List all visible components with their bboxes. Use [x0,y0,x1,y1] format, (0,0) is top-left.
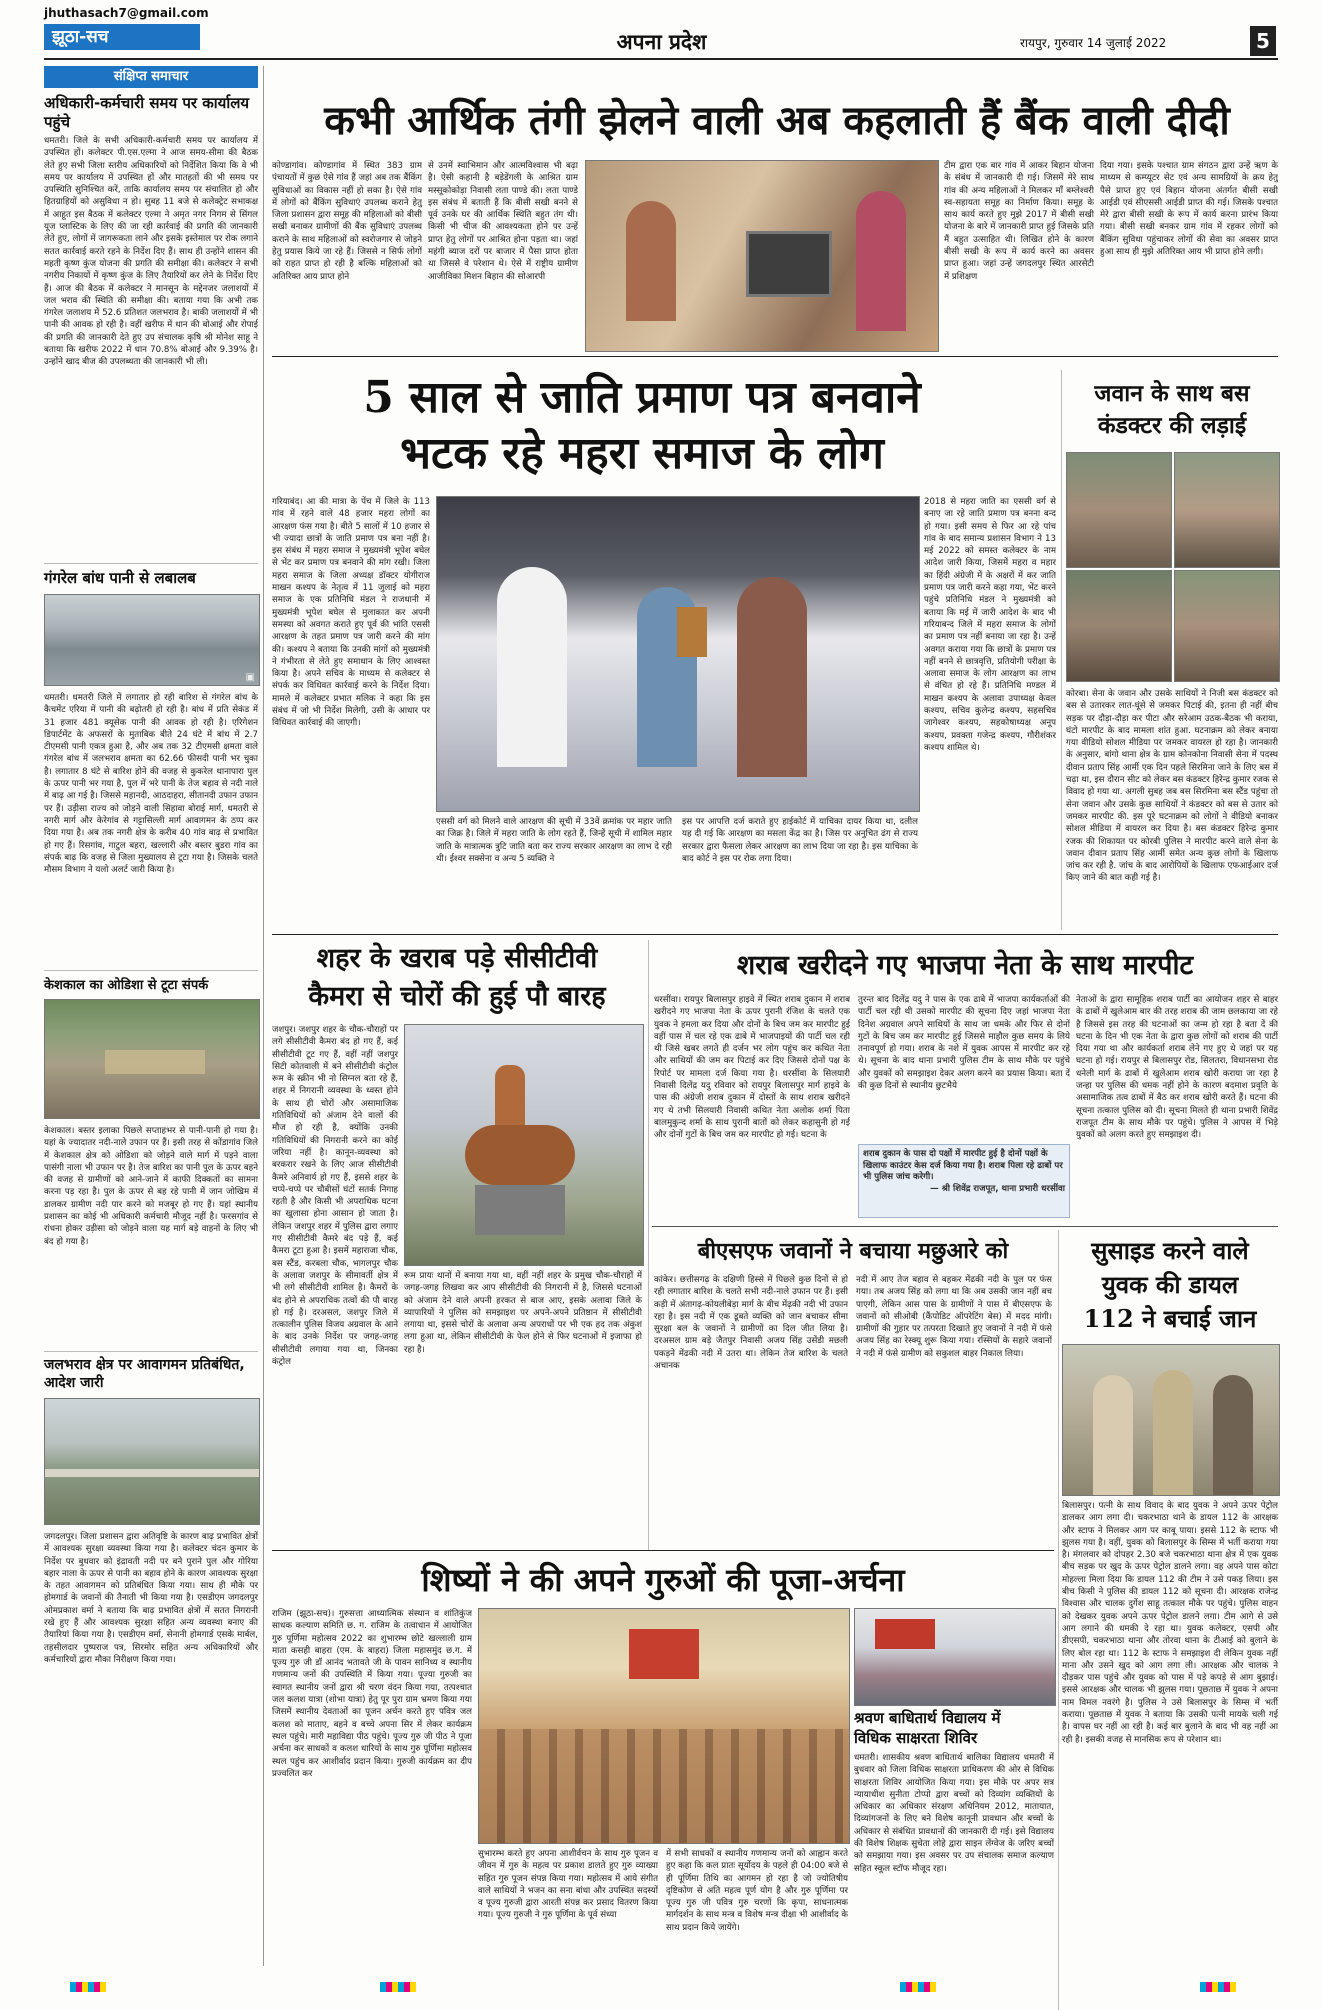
guru-col2: सुभारम्भ करते हुए अपना आशीर्वचन के साथ गुरु पूजन व जीवन में गुरु के महत्व पर प्रकाश डालते हुए गुरु व्याख्या सहित गुरु पूजन संपन्न किया गया। महोत्सव में आये संगीत वाले साथियों ने भजन का सना बांधा और उपस्थित सदस्यों व पूज्य गुरुजी द्वारा आरती संपन्न कर प्रसाद वितरण किया गया। पूज्य गुरुजी ने गुरु पूर्णिमा के पूर्व संध्या [478,1849,658,1921]
email-line: jhuthasach7@gmail.com [44,6,209,20]
legal-camp-headline-line1: श्रवण बाधितार्थ विद्यालय में [854,1709,1001,1727]
dateline: रायपुर, गुरुवार 14 जुलाई 2022 [1020,36,1167,50]
sidebar-header [44,66,258,88]
flooded-road-photo [44,999,260,1119]
sharab-col1: धरसींवा। रायपुर बिलासपुर हाइवे में स्थित शराब दुकान में शराब खरीदने गए भाजपा नेता के ऊपर पुरानी रंजिश के चलते एक युवक ने हमला कर दिया और दोनों के बिच जम कर मारपीट हुई वहीं पास में चल रहे एक ढाबे में भाजपाइयों की पार्टी चल रही थी जिसे खबर लगते ही दर्जन भर लोग पहुंच कर कथित नेता और साथियों की जम कर पिटाई कर दिए जिससे दोनों पक्ष के रिपोर्ट पर मामला दर्ज किया गया है। धरसींवा के सिलयारी निवासी दिलेंद्र यदु रविवार को रायपुर बिलासपुर मार्ग हाइवे के पास की अंग्रेजी शराब दुकान में दोस्तों के साथ शराब खरीदने गए थे तभी सिलयारी निवासी कथित नेता अलोक शर्मा पिता बालमुकुन्द शर्मा के साथ पुरानी बातों को लेकर कहासुनी हो गई और दोनों गुटों के बिच जम कर मारपीट हो गई। घटना के [654,995,850,1141]
guru-photo [478,1608,850,1844]
rule-after-bank-didi [272,356,1278,357]
photo-icon: ▣ [245,672,255,683]
sidebar [44,66,258,1966]
sidebar-s4-body: जगदलपुर। जिला प्रशासन द्वारा अतिवृष्टि के कारण बाढ़ प्रभावित क्षेत्रों में आवश्यक सुरक्षा व्यवस्था किया गया है। कलेक्टर चंदन कुमार के निर्देश पर बुधवार को इंद्रावती नदी पर बने पुराने पुल और गोरिया बहार नाला के ऊपर से पानी का बहाव होने के कारण आवश्यक सुरक्षा के तहत आवागमन को प्रतिबंधित किया गया। साथ ही मौके पर होमगार्ड के जवानों की तैनाती भी किया गया है। एसडीएम जगदलपुर ओमप्रकाश वर्मा ने बताया कि बाढ़ प्रभावित क्षेत्रों में सतत निगरानी रखे हुए हैं और आवश्यक सुरक्षा सहित अन्य व्यवस्था बनाए की तैयारियां किया गया है। एसडीएम वर्मा, सेनानी होमगार्ड एसके मार्बल, तहसीलदार पुष्पराज पत्र, सिरमोर सहित अन्य अधिकारियों और कर्मचारियों द्वारा मौका निरीक्षण किया गया। [44,1532,258,1665]
rule-before-guru [272,1550,1054,1551]
legal-camp-photo [854,1608,1056,1706]
flood-bridge-photo [44,1398,260,1525]
sidebar-s3-body: केशकाल। बस्तर इलाका पिछले सप्ताहभर से पानी-पानी हो गया है। यहां के ज्यादातर नदी-नाले उफान पर हैं। इसी तरह से कोंडागांव जिले में केशकाल क्षेत्र को ओडिशा को जोड़ने वाले मार्ग में पड़ने वाला पासंगी नाला भी उफान पर है। तेज बारिश का पानी पुल के ऊपर बहने की वजह से ग्रामीणों को आने-जाने में काफी दिक्कतों का सामना करना पड़ रहा है। पुल के ऊपर से बह रहे पानी में जान जोखिम में डालकर ग्रामीण नदी पार करने को मजबूर हो गए हैं। यहां स्थानीय प्रशासन का कोई भी अधिकारी कर्मचारी मौजूद नहीं है। फरसगांव से रांधना होकर उड़ीसा को जोड़ने वाला यह मार्ग बड़े वाहनों के लिए भी बंद हो गया है। [44,1126,258,1247]
bsf-headline: बीएसएफ जवानों ने बचाया मछुआरे को [697,1238,1009,1264]
divider-cctv-sharab [648,940,649,1550]
bsf-col2: नदी में आए तेज बहाव से बहकर मेंढकी नदी के पुल पर फंस गया। तब अजय सिंह को लगा था कि अब उसकी जान नहीं बच पाएगी, लेकिन आस पास के ग्रामीणों ने पास में बीएसएफ के जवानों को सीओबी (कैंपोडिट ऑपरेटिंग बेस) में मदद मांगी। ग्रामीणों की गुहार पर तत्परता दिखाते हुए जवानों ने नदी में फंसे अजय सिंह का रेस्क्यू शुरू किया गया। रस्सियों के सहारे जवानों ने नदी में फंसे ग्रामीण को सकुशल बाहर निकाल लिया। [856,1275,1052,1359]
rule-after-mahra [272,934,1278,935]
sidebar-s2-body: धमतरी। धमतरी जिले में लगातार हो रही बारिश से गंगरेल बांध के कैचमेंट एरिया में पानी की बढ़ोतरी हो रही है। बांध में प्रति सेकंड में 31 हजार 481 क्यूसेक पानी की आवक हो रही है। एरिगेशन डिपार्टमेंट के अफसरों के मुताबिक बीते 24 घंटे में बांध में 2.7 टीएमसी पानी एकत्र हुआ है, और अब तक 32 टीएमसी क्षमता वाले गंगरेल बांध में जलभराव क्षमता का 62.66 फीसदी पानी भर चुका है। लगातार 8 घंटे से बारिश होने की वजह से कुकरेल थानापारा पुल के ऊपर पानी भर गया है, पुल में भरे पानी के तेज बहाव से नदी नाले में बाढ़ आ गई है। जिससे महानदी, आठदाहरा, सीतानदी उफान उफान पर हैं। उड़ीसा राज्य को जोड़ने वाली सिहावा बोराई मार्ग, धमतरी से नगरी मार्ग और केरेगांव से गट्टासिल्ली मार्ग आवागमन के ठप्प कर दिया गया है। अब तक नगरी क्षेत्र के करीब 40 गांव बाढ़ से प्रभावित हो गए हैं। रिसगांव, गाटुल बहरा, खल्लारी और बस्तर बुडरा गांव का संपर्क बाढ़ कि वजह से जिला मुख्यालय से टूटा गया है। जिसके चलते मौसम विभाग ने यलो अलर्ट जारी किया है। [44,693,258,876]
bank-didi-col1: कोण्डागांव। कोण्डागांव में स्थित 383 ग्राम पंचायतों में कुछ ऐसे गांव हैं जहां अब तक बैंकिंग सुविधाओं का विकास नहीं हो सका है। ऐसे गांव में लोगों को बैंकिंग सुविधाएं उपलब्ध कराने हेतु जिला प्रशासन द्वारा समूह की महिलाओं को बीसी सखी बनाकर ग्रामीणों की बैंक सुविधाएं उपलब्ध कराने के साथ महिलाओं को स्वरोजगार से जोड़ने हेतु प्रयास किये जा रहे हैं। जिससे न सिर्फ लोगों को राहत प्राप्त हो रही है बल्कि महिलाओं को अतिरिक्त आय प्राप्त होने [272,161,422,282]
mahra-headline-line1: 5 साल से जाति प्रमाण पत्र बनवाने [363,372,921,423]
suicide-headline-line3: 112 ने बचाई जान [1083,1304,1257,1333]
cctv-col1: जशपुर। जशपुर शहर के चौक-चौराहों पर लगे सीसीटीवी कैमरा बंद हो गए हैं, कई सीसीटीवी टूट गए हैं, वहीं नहीं जशपुर सिटी कोतवाली में बने सीसीटीवी कंट्रोल रूम के स्क्रीन भी नो सिग्नल बता रहे हैं, शहर में निगरानी व्यवस्था के ध्वस्त होने के साथ ही चोरों और असामाजिक गतिविधियों को अंजाम देने वालों की मौज हो रही है, क्योंकि उनकी गतिविधियों की निगरानी करने का कोई जरिया नहीं है। कानून-व्यवस्था को बरकरार रखने के लिए आज सीसीटीवी कैमरे अनिवार्य हो गए हैं, इससे शहर के चप्पे-चप्पे पर चौबीसों घंटों सतर्क निगाह रहती है और किसी भी अपराधिक घटना का खुलासा होना आसान हो जाता है। लेकिन जशपुर शहर में पुलिस द्वारा लगाए गए सीसीटीवी कैमरे बंद पड़े हैं, कई कैमरा टूटा हुआ है। इसमें महाराजा चौक, बस स्टैंड, करबला चौक, भागलपुर चौक के अलावा जशपुर के सीमावर्ती क्षेत्र में भी लगे सीसीटीवी शामिल है। कैमरों के बंद होने से अपराधिक तत्वों की पौ बारह हो गई है। दरअसल, जशपुर जिले में तत्कालीन पुलिस विजय अग्रवाल के आने के बाद उनके निर्देश पर जगह-जगह सीसीटीवी लगाया गया था, जिनका कंट्रोल [272,1025,398,1368]
conductor-body: कोरबा। सेना के जवान और उसके साथियों ने निजी बस कंडक्टर को बस से उतारकर लात-घूंसे से जमकर पिटाई की, इतना ही नहीं बीच सड़क पर दौड़ा-दौड़ा कर पीटा और सरेआम उठक-बैठक भी कराया, घंटो मारपीट के बाद मामला शांत हुआ. घटनाक्रम को लेकर बनाया गया वीडियो सोशल मीडिया पर जमकर वायरल हो रहा है। जानकारी के अनुसार, बांगो थाना क्षेत्र के ग्राम कोनकोना निवासी सेना में पदस्थ दीवान प्रताप सिंह आर्मी एक दिन पहले सिरमिना जाने के लिए बस में चढ़ा था, इस दौरान सीट को लेकर बस कंडक्टर हिरेन्द्र कुमार रजक से विवाद हो गया था. अगली सुबह जब बस सिरमिना बस स्टैंड पहुंचा तो सेना जवान और उसके कुछ साथियों ने कंडक्टर को बस से उतार को जमकर मारपीट की. इस पूरे घटनाक्रम को लोगों ने वीडियो बनाकर सोशल मीडिया में वायरल कर दिया है। बस कंडक्टर हिरेन्द्र कुमार रजक की शिकायत पर कोरबी पुलिस ने मारपीट करने वाले सेना के जवान दीवान प्रताप सिंह आर्मी समेत अन्य कुछ लोगों के खिलाफ जांच कर रही है. जांच के बाद आरोपियों के खिलाफ एफआईआर दर्ज किए जाने की बात कही गई है। [1066,689,1278,884]
sidebar-header-text: संक्षिप्त समाचार [113,69,189,84]
bank-didi-photo [585,160,939,352]
divider-mahra-conductor [1061,370,1062,930]
mahra-col4: 2018 से महरा जाति का एससी वर्ग से बनाए जा रहे जाति प्रमाण पत्र बनना बन्द हो गया। इसी समय से फिर आ रहे पांच गांव के बाद समान्य प्रशासन विभाग ने 13 मई 2022 को समस्त कलेक्टर के नाम आदेश जारी किया, जिसमें महरा व महार का हिंदी अंग्रेजी में के अक्षरों में कर जाति प्रमाण पत्र जारी करने कहा गया, भेंट करने पहुंचे प्रतिनिधि मंडल ने मुख्यमंत्री को बताया कि मई में जारी आदेश के बाद भी गरियाबन्द जिले में महरा समाज के लोगों का प्रमाण पत्र नहीं बनाया जा रहा है। उन्हें अवगत कराया गया कि छात्रों के प्रमाण पत्र नहीं बनने से छात्रवृत्ति, प्रतियोगी परीक्षा के अलावा समाज के लोग आरक्षण का लाभ से वंचित हो रहे हैं। प्रतिनिधि मण्डल में माखन कश्यप के अलावा उपाध्यक्ष केवल कश्यप, सचिव कुलेन्द्र कश्यप, सहसचिव जागेश्वर कश्यप, सहकोषाध्यक्ष अनूप कश्यप, प्रवक्ता गजेन्द्र कश्यप, गौरीशंकर कश्यप शामिल थे। [924,497,1056,753]
guru-headline: शिष्यों ने की अपने गुरुओं की पूजा-अर्चना [421,1561,905,1599]
cctv-statue-photo [404,1024,644,1266]
bsf-col1: कांकेर। छत्तीसगढ़ के दक्षिणी हिस्से में पिछले कुछ दिनों से हो रही लगातार बारिश के चलते सभी नदी-नाले उफान पर हैं। इसी कड़ी में अंतागढ़-कोयलीबेड़ा मार्ग के बीच मेंढ़की नदी भी उफान रहा है। इस नदी में एक डूबते व्यक्ति को जान बचाकर सीमा सुरक्षा बल के जवानों ने ग्रामीणों का दिल जीत लिया है। दरअसल ग्राम बड़े जैतपुर निवासी अजय सिंह उसेंडी मछली पकड़ने मेंढकी नदी में उतरा था। लेकिन तेज बारिश के चलते अचानक [654,1275,848,1372]
suicide-photo [1062,1344,1280,1496]
conductor-headline-line2: कंडक्टर की लड़ाई [1097,412,1247,439]
conductor-headline-line1: जवान के साथ बस [1094,380,1250,407]
sidebar-s1-body: धमतरी। जिले के सभी अधिकारी-कर्मचारी समय पर कार्यालय में उपस्थित हों। कलेक्टर पी.एस.एल्मा ने आज समय-सीमा की बैठक लेते हुए सभी जिला स्तरीय अधिकारियों को निर्देशित किया कि वे भी समय पर कार्यालय में उपस्थित हों और मातहतों की भी समय पर उपस्थिति सुनिश्चित करें, ताकि कार्यालय समय पर संचालित हो और हितग्राहियों को असुविधा न हो। सुबह 11 बजे से कलेक्ट्रेट सभाकक्ष में आहूत इस बैठक में कलेक्टर एल्मा ने अमृत नगर निगम से सिंगल यूज प्लास्टिक के लिए की जा रही कार्रवाई की प्रगति की जानकारी लेते हुए, लोगों में जागरूकता लाने और इसके इस्तेमाल पर रोक लगाने सतत कार्रवाई करते रहने के निर्देश दिए हैं। साथ ही उन्होंने शासन की महती कृष्ण कुंज योजना की प्रगति की समीक्षा की। कलेक्टर ने सभी नगरीय निकायों में कृष्ण कुंज के लिए तैयारियों कर लेने के निर्देश दिए हैं। आज की बैठक में कलेक्टर ने मानसून के मद्देनजर जलाशयों में जल भराव की स्थिति की समीक्षा की। बताया गया कि अभी तक गंगरेल जलाशय में 52.6 प्रतिशत जलभराव है। बाकी जलाशयों में भी पानी की आवक हो रही है। वहीं खरीफ में धान की बोआई और रोपाई की प्रगति की जानकारी देते हुए उप संचालक कृषि श्री मोनेश साहू ने बताया कि खरीफ 2022 में धान 70.8% बोआई और 9.39% है। उन्होंने खाद बीज की उपलब्धता की जानकारी भी ली। [44,136,258,368]
mahra-col2: एससी वर्ग को मिलने वाले आरक्षण की सूची में 33वें क्रमांक पर महार जाति का जिक्र है। जिले में महरा जाति के लोग रहते हैं, जिन्हें सूची में शामिल महार जाति के मात्रात्मक त्रुटि जाति बता कर राज्य सरकार आरक्षण का लाभ दे रही थी। ईश्वर सक्सेना व अन्य 5 व्यक्ति ने [436,817,672,864]
legal-camp-body: धमतरी। शासकीय श्रवण बाधितार्थ बालिका विद्यालय धमतरी में बुधवार को जिला विधिक साक्षरता प्राधिकरण की ओर से विधिक साक्षरता शिविर आयोजित किया गया। इस मौके पर अपर सत्र न्यायाधीश सुनीता टोप्पो द्वारा बच्चों को दिव्यांग व्यक्तियों के अधिकार का अधिकार संरक्षण अधिनियम 2012, मातायात, दिव्यांगजनों के लिए बने विशेष कानूनी प्रावधान और बच्चों के अधिकार से संबंधित प्रावधानों की जानकारी दी गई। इसे विद्यालय की विशेष शिक्षक सुचेता लोहे द्वारा साइन लेंग्वेज के जरिए बच्चों को समझाया गया। इस अवसर पर उप संचालक समाज कल्याण सहित स्कूल स्टॉफ मौजूद रहा। [854,1753,1054,1874]
cctv-headline-line2: कैमरा से चोरों की हुई पौ बारह [308,981,606,1012]
sidebar-s1-title: अधिकारी-कर्मचारी समय पर कार्यालय पहुंचे [44,94,250,131]
conductor-photo-3 [1066,570,1172,682]
cctv-col2: रूम प्रायः थानों में बनाया गया था, वहीं नहीं शहर के प्रमुख चौक-चौराहों में जगह-जगह लिखवा कर आप सीसीटीवी की निगरानी में है, जिससे घटनाओं को अंजाम देने वाले अपनी हरकत से बाज आए, इसके अलावा जिले के व्यापारियों ने पुलिस को समझाइश पर अपने-अपने प्रतिष्ठान में सीसीटीवी लगाया था, इससे चोरों के अलावा अन्य अपराधों पर भी एक हद तक अंकुश लगा हुआ था, लेकिन सीसीटीवी के फेल होने से फिर घटनाओं में इजाफा हो रहा है। [404,1271,642,1355]
sharab-quote-by: — श्री शिवेंद्र राजपूत, थाना प्रभारी धरसींवा [930,1183,1065,1194]
section-title: अपना प्रदेश [616,30,707,54]
rule-after-sharab [652,1226,1278,1227]
bank-didi-headline: कभी आर्थिक तंगी झेलने वाली अब कहलाती हैं बैंक वाली दीदी [324,97,1230,144]
cctv-headline-line1: शहर के खराब पड़े सीसीटीवी [316,943,598,974]
logo-text: झूठा-सच [52,27,109,47]
legal-camp-headline-line2: विधिक साक्षरता शिविर [854,1729,978,1747]
sharab-col2: तुरन्त बाद दिलेंद्र यदु ने पास के एक ढाबे में भाजपा कार्यकर्ताओं की पार्टी चल रही थी उसको मारपीट की सूचना दिए जहां भाजपा नेता दिनेश अग्रवाल अपने साथियों के साथ जा धमके और फिर से दोनों गुटों के बिच जम कर मारपीट हुई जिससे माहौल कुछ समय के लिये तनावपूर्ण हो गया। शराब के नशे में युवक आपस में मारपीट कर रहे थे। सूचना के बाद थाना प्रभारी पुलिस टीम के साथ मौके पर पहुंचे और युवकों को समझाइश देकर अलग करने का प्रयास किया। बता दें की कुछ दिनों से स्थानीय छुटभैये [858,995,1070,1092]
divider-bsf-suicide [1058,1230,1059,2010]
bank-didi-col3: टीम द्वारा एक बार गांव में आकर बिहान योजना के संबंध में जानकारी दी गई। जिसमें मेरे साथ गांव की अन्य महिलाओं ने मिलकर माँ बम्लेश्वरी स्व-सहायता समूह का निर्माण किया। समूह के साथ कार्य करते हुए मुझे 2017 में बीसी सखी योजना के बारे में जानकारी प्राप्त हुई जिसके प्रति मैं बहुत उत्साहित थी। लिखित होने के कारण बीसी सखी के रूप में कार्य करने का अवसर प्राप्त हुआ। जहां उन्हें जगदलपुर स्थित आरसेटी में प्रशिक्षण [944,161,1094,282]
masthead-rule [44,58,1278,60]
mahra-col3: इस पर आपत्ति दर्ज कराते हुए हाईकोर्ट में याचिका दायर किया था, दलील यह दी गई कि आरक्षण का मसला केंद्र का है। जिस पर अनुचित ढंग से राज्य सरकार द्वारा फैसला लेकर आरक्षण का लाभ दिया जा रहा है। इस याचिका के बाद कोर्ट ने इस पर रोक लगा दिया। [682,817,918,864]
sidebar-s3-title: केशकाल का ओडिशा से टूटा संपर्क [44,970,258,993]
print-registration-marks [0,1982,1323,1994]
sharab-quote-box [858,1144,1070,1218]
suicide-headline-line2: युवक की डायल [1101,1270,1239,1299]
sharab-col3: नेताओं के द्वारा सामूहिक शराब पार्टी का आयोजन शहर से बाहर के ढाबों में खुलेआम बार की तरह शराब की जाम छलकाया जा रहे है जिससे इस तरह की घटनाओं का जन्म हो रहा है बता दें की घटना के दिन भी एक नेता के द्वारा कुछ लोगों को शराब की पार्टी दिया गया था और कार्यकर्ता शराब लेने गए हुए थे जहां पर यह घटना हो गई। रायपुर से बिलासपुर रोड, सिलतरा, विधानसभा रोड धनेली मार्ग के ढाबों में खुलेआम शराब खोरी कराया जा रहा है जन्हा पर पुलिस की धमक नहीं होने के कारण बदमाश प्रवृति के असामाजिक तत्व ढाबों में बैठ कर शराब खोरी करते हैं। घटना की सूचना तत्काल पुलिस को दी। सूचना मिलते ही थाना प्रभारी शिवेंद्र राजपूत टीम के साथ मौके पर पहुंचे। पुलिस ने आपस में भिड़े युवकों को अलग करते हुए समझाइश दी। [1076,995,1278,1141]
guru-col3: में सभी साधकों व स्थानीय गणमान्य जनों को आह्वान करते हुए कहा कि कल प्रातः सूर्योदय के पहले ही 04:00 बजे से ही पूर्णिमा तिथि का आगमन हो रहा है जो ज्योतिषीय दृष्टिकोण से अति महत्व पूर्ण योग है और गुरु पूर्णिमा पर पूज्य गुरु जी पवित्र गुरु चरणों कि कृपा, साधनात्मक मार्गदर्शन के साथ मन्त्र व विशेष मन्त्र दीक्षा भी आशीर्वाद के साथ प्रदान किये जायेंगे। [666,1849,848,1933]
conductor-photo-1 [1066,452,1172,568]
guru-col1: राजिम (झूठा-सच)। गुरुसत्ता आध्यात्मिक संस्थान व शांतिकुंज साधक कल्याण समिति छ. ग. राजिम के तत्वाधान में आयोजित गुरु पूर्णिमा महोत्सव 2022 का शुभारम्भ छोटे खल्लाली ग्राम माता कसही बाहरा (एम. के बाहरा) जिला महासमुंद छ.ग. में पूज्य गुरु जी डॉ आनंद भतावते जी के पावन सानिध्य व स्थानीय गणमान्य जनों की उपस्थिति में किया गया। पूज्या गुरुजी का स्वागत स्थानीय जनों द्वारा श्री चरण वंदन किया गया, तत्पश्चात जल कलश यात्रा (शोभा यात्रा) हेतु पूर पुरा ग्राम भ्रमण किया गया जिसमें स्थानीय देवताओं का पूजन अर्चन करते हुए पवित्र जल कलश को माताए, बहने व बच्चे अपना सिर में लेकर कार्यक्रम स्थल पहुंचे। मारी महाविद्या पीठ पहुंचे। पूज्य गुरु जी पीठ ने पूजा अर्चना कर साधकों व कलश धारियों के साथ गुरु पूर्णिमा महोत्सव स्थल पहुंच कर आशीर्वाद प्रदान किया। गुरुजी कार्यक्रम का दीप प्रज्वलित कर [272,1609,472,1779]
suicide-headline-line1: सुसाइड करने वाले [1091,1236,1249,1265]
dam-photo [44,594,260,686]
mahra-headline-line2: भटक रहे महरा समाज के लोग [400,428,884,479]
sharab-quote: शराब दुकान के पास दो पक्षों में मारपीट हुई है दोनों पक्षों के खिलाफ काउंटर केस दर्ज किया गया है। शराब पिला रहे ढाबों पर भी पुलिस जांच करेगी। [863,1149,1063,1182]
page-number: 5 [1250,26,1276,56]
sidebar-divider [263,66,264,1966]
bank-didi-col4: दिया गया। इसके पश्चात ग्राम संगठन द्वारा उन्हें ऋण के माध्यम से कम्प्यूटर सेट एवं अन्य सामग्रियों के क्रय हेतु पैसे प्राप्त हुए एवं बिहान योजना अंतर्गत बीसी सखी आईडी एवं सीएससी आईडी प्राप्त की गई। जिसके पश्चात मेरे द्वारा बीसी सखी के रूप में कार्य करना प्रारंभ किया गया। बीसी सखी बनकर ग्राम गांव में रहकर लोगों को बैंकिंग सुविधा पहुंचाकर लोगों की सेवा का अवसर प्राप्त हुआ साथ ही मुझे अतिरिक्त आय भी प्राप्त होने लगी। [1100,161,1278,258]
mahra-photo [436,496,920,812]
sidebar-s2-title: गंगरेल बांध पानी से लबालब [44,563,258,588]
sidebar-s4-title: जलभराव क्षेत्र पर आवागमन प्रतिबंधित, आदेश जारी [44,1351,258,1392]
conductor-photo-2 [1174,452,1280,568]
sharab-headline: शराब खरीदने गए भाजपा नेता के साथ मारपीट [736,950,1194,981]
conductor-photo-4 [1174,570,1280,682]
suicide-body: बिलासपुर। पत्नी के साथ विवाद के बाद युवक ने अपने ऊपर पेट्रोल डालकर आग लगा दी। चकरभाठा थाने के डायल 112 के आरक्षक और स्टाफ ने मिलकर आग पर काबू पाया। इससे 112 के स्टाफ भी झुलस गया है। वहीं, युवक को बिलासपुर के सिम्स में भर्ती कराया गया है। मंगलवार को दोपहर 2.30 बजे चकरभाठा थाना क्षेत्र में एक युवक बीच सड़क पर खुद के ऊपर पेट्रोल डालने लगा। वह अपने पास कोटा मोहल्ला मिला दिया कि डायल 112 की टीम ने उसे पकड़ लिया। इस बीच किसी ने पुलिस की डायल 112 को सूचना दी। आरक्षक राजेन्द्र विश्वास और चालक दुर्गेश साहू तत्काल मौके पर पहुंचे। पुलिस वाहन को देखकर युवक अपने ऊपर पेट्रोल डालने लगा। टीम आगे से उसे आग लगाने की धमकी दे रहा था। युवक कलेक्टर, एसपी और डीएसपी, चकरभाठा थाना और तोरवा थाना के टीआई को बुलाने के लिए बोल रहा था। 112 के स्टाफ ने समझाइश दी लेकिन युवक नहीं माना और उसने खुद को आग लगा ली। आरक्षक और चालक ने दौड़कर पास पहुंचे और युवक को पास में पड़े कपड़े से आग बुझाई। इससे आरक्षक और चालक भी झुलस गया। पूछताछ में युवक ने अपना नाम विमल नवरंगे है। पुलिस ने उसे बिलासपुर के सिम्स में भर्ती कराया। पूछताछ में युवक ने बताया कि उसकी पत्नी मायके चली गई है। वापस घर नहीं आ रही है। कई बार बुलाने के बाद भी वह नहीं आ रही है। इसकी वजह से मानसिक रूप से परेशान था। [1062,1501,1278,1745]
mahra-col1: गरियाबंद। आ की मात्रा के पेंच में जिले के 113 गांव में रहने वाले 48 हजार महरा लोगों का आरक्षण फंस गया है। बीते 5 सालों में 10 हजार से भी ज्यादा छात्रों के जाति प्रमाण पत्र बना नहीं है। इस संबंध में महरा समाज ने मुख्यमंत्री भूपेश बघेल से भेंट कर प्रमाण पत्र बनवाने की मांग रखी। जिला महरा समाज के जिला अध्यक्ष डॉक्टर योगीराज माखन कश्यप के नेतृत्व में 11 जुलाई को महरा समाज के एक प्रतिनिधि मंडल ने राजधानी में मुख्यमंत्री भूपेश बघेल से मुलाकात कर अपनी समस्या को अवगत कराते हुए पूर्व की भांति एससी आरक्षण के तहत प्रमाण पत्र जारी करने की मांग की। कश्यप ने बताया कि उनकी मांगों को मुख्यमंत्री ने गंभीरता से लेते हुए समाधान के लिए आश्वस्त किया है। अपने सचिव के माध्यम से कलेक्टर से संपर्क कर विधिवत कार्रवाई करने के निर्देश दिया। मामले में कलेक्टर प्रभात मलिक ने कहा कि इस संबंध में जो भी निर्देश मिलेगी, उसी के आधार पर विधिवत कार्रवाई की जाएगी। [272,497,430,729]
bank-didi-col2: से उनमें स्वाभिमान और आत्मविश्वास भी बढ़ा है। ऐसी कहानी है बड़ेडेंगली के आश्रित ग्राम मस्सूकोकोड़ा निवासी लता पाण्डे की। लता पाण्डे इस संबंध में बताती हैं कि बीसी सखी बनने से पूर्व उनके घर की आर्थिक स्थिति बहुत तंग थी। किसी भी चीज की आवश्यकता होने पर उन्हें प्राप्त हेतु लोगों पर आश्रित होना पड़ता था। जहां महंगी ब्याज दरों पर बाजार में पैसा प्राप्त होता था जिससे वे परेशान थे। ऐसे में राष्ट्रीय ग्रामीण आजीविका मिशन बिहान की सोआरपी [428,161,578,282]
